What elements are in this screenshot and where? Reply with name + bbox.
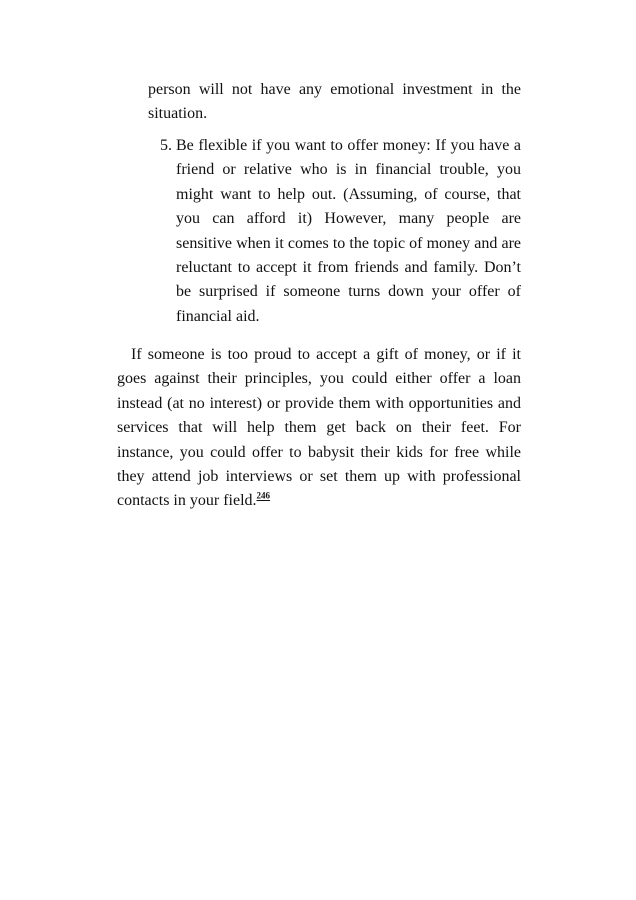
footnote-reference[interactable]: 246 — [256, 491, 271, 502]
list-item-5 — [160, 134, 521, 329]
list-item-number: 5. — [160, 137, 172, 154]
list-item-text: Be flexible if you want to offer money: If you have a friend or relative who is in financial trouble, you might want to help out. (Assuming, of course, that you can afford it) However, many people are sensitive when it comes to the topic of money and are reluctant to accept it from friends and family. Don’t be surprised if someone turns down your offer of financial aid. — [176, 137, 521, 325]
continued-text: person will not have any emotional investment in the situation. — [148, 81, 521, 123]
body-paragraph-text: If someone is too proud to accept a gift of money, or if it goes against their principles, you could either offer a loan instead (at no interest) or provide them with opportunities and services that will help them get back on their feet. For instance, you could offer to babysit their kids for free while they attend job interviews or set them up with professional contacts in your field. — [117, 346, 521, 510]
body-paragraph — [117, 343, 521, 514]
